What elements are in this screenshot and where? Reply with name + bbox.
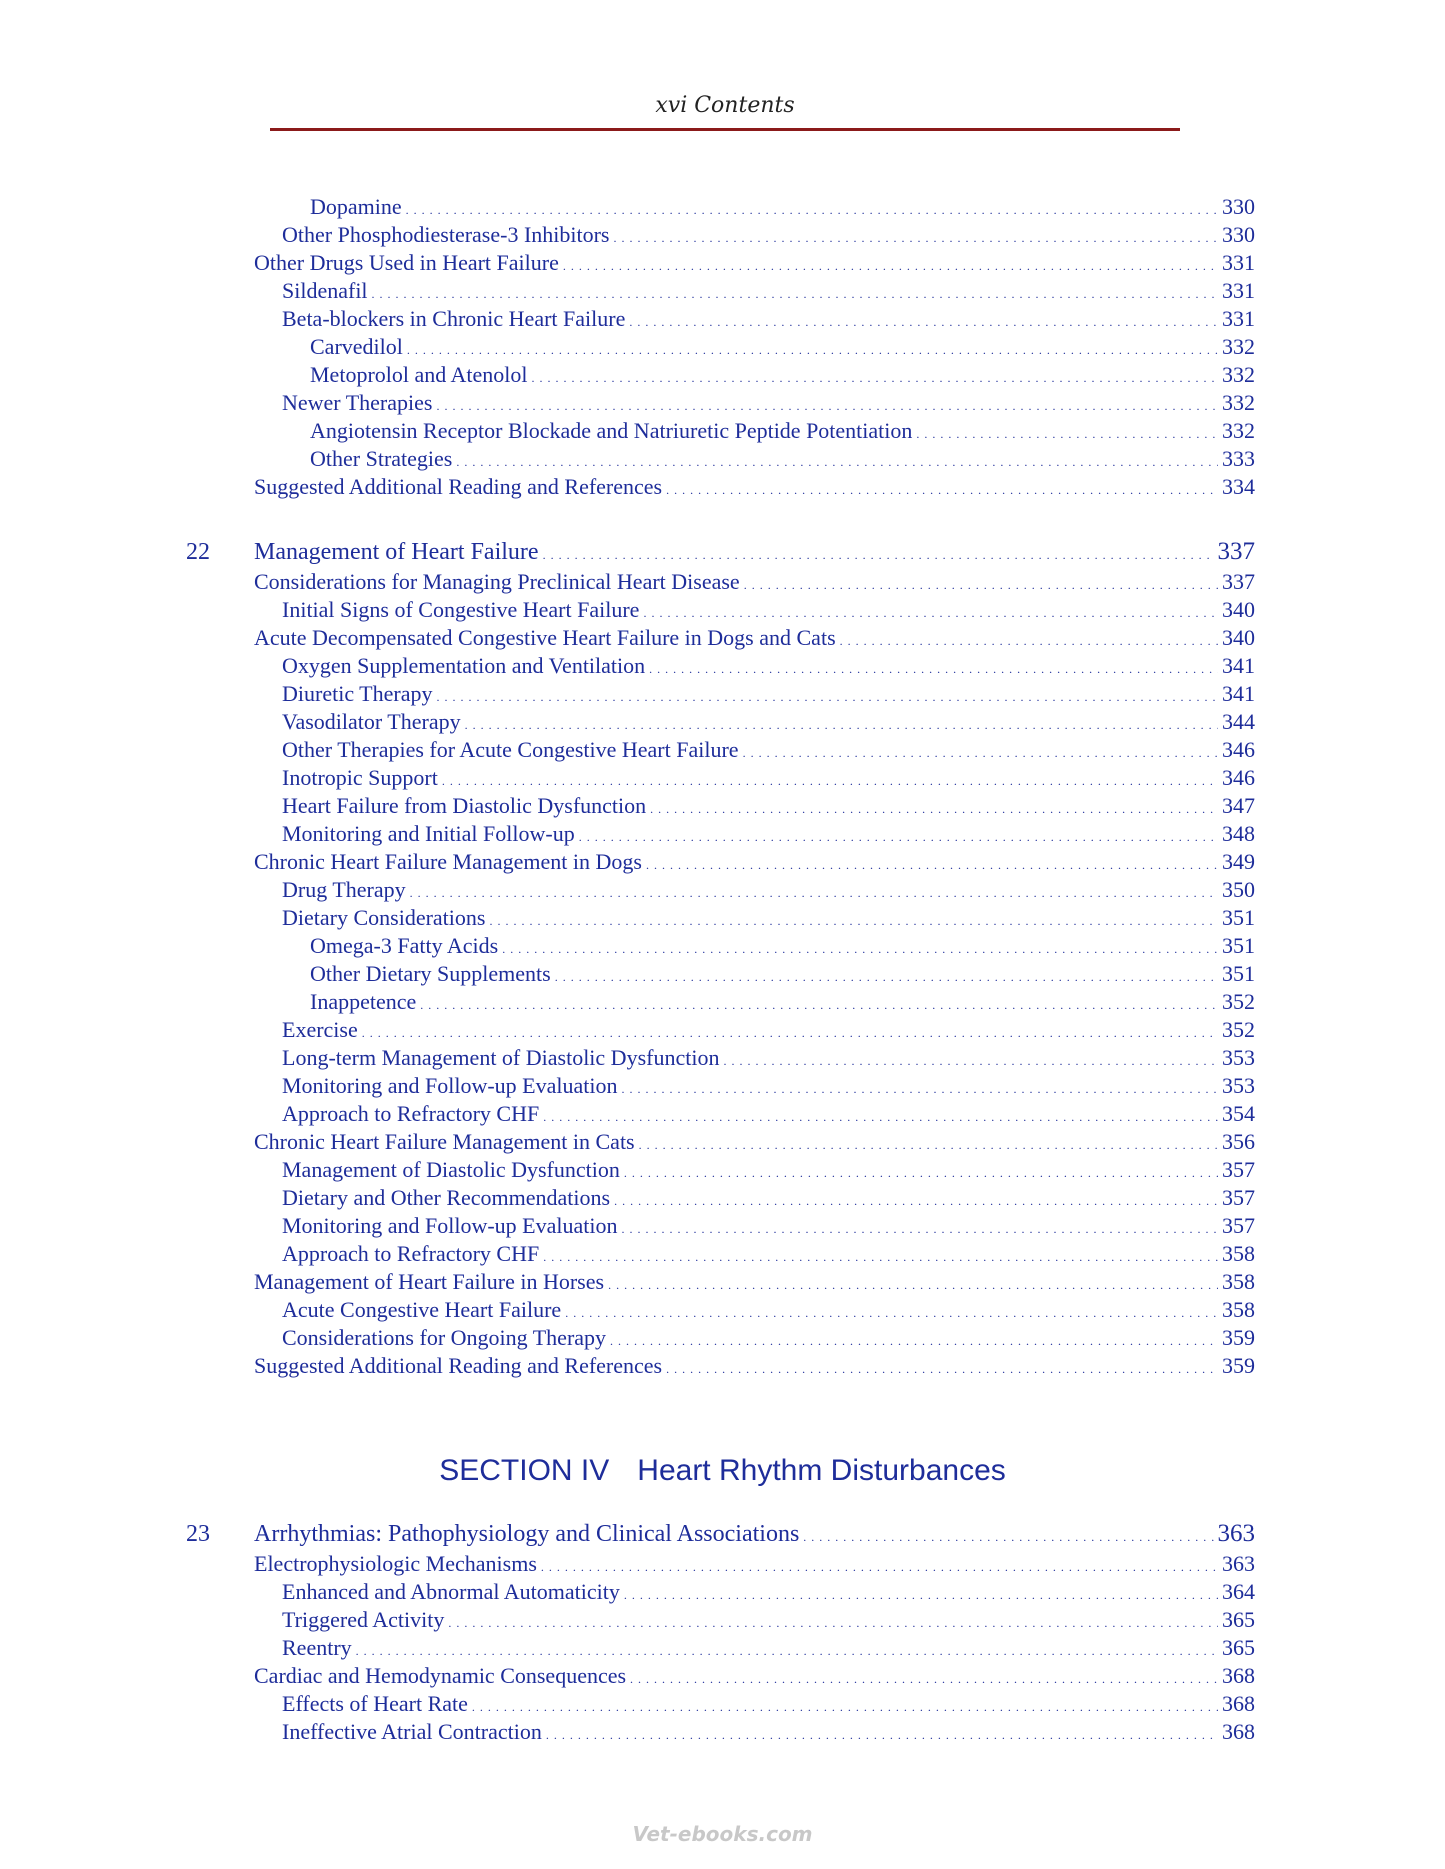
toc-entry-page: 337 [1222, 569, 1255, 594]
toc-entry[interactable] [0, 1690, 1445, 1718]
toc-entry[interactable] [0, 1268, 1445, 1296]
toc-entry-title: Inappetence [310, 989, 417, 1014]
toc-entry-title: Other Phosphodiesterase-3 Inhibitors [282, 222, 610, 247]
toc-entry-page: 357 [1222, 1213, 1255, 1238]
toc-entry-title: Carvedilol [310, 334, 403, 359]
toc-entry[interactable] [0, 568, 1445, 596]
toc-entry-title: Considerations for Managing Preclinical Heart Disease [254, 569, 740, 594]
toc-entry-title: Other Therapies for Acute Congestive Heart Failure [282, 737, 739, 762]
toc-entry[interactable] [0, 1662, 1445, 1690]
toc-entry[interactable] [0, 305, 1445, 333]
toc-entry-title: Dietary and Other Recommendations [282, 1185, 611, 1210]
toc-entry-page: 363 [1222, 1551, 1255, 1576]
toc-entry-page: 333 [1222, 446, 1255, 471]
toc-entry-page: 351 [1222, 905, 1255, 930]
toc-entry[interactable] [0, 1296, 1445, 1324]
toc-entry-title: Heart Failure from Diastolic Dysfunction [282, 793, 647, 818]
toc-entry-title: Newer Therapies [282, 390, 433, 415]
toc-entry[interactable] [0, 193, 1445, 221]
toc-entry-title: Initial Signs of Congestive Heart Failure [282, 597, 640, 622]
toc-entry[interactable] [0, 876, 1445, 904]
toc-entry-page: 353 [1222, 1073, 1255, 1098]
toc-entry[interactable] [0, 473, 1445, 501]
toc-entry-page: 356 [1222, 1129, 1255, 1154]
toc-entry-title: Sildenafil [282, 278, 368, 303]
toc-entry[interactable] [0, 333, 1445, 361]
toc-entry[interactable] [0, 1324, 1445, 1352]
toc-entry-title: Omega-3 Fatty Acids [310, 933, 499, 958]
toc-entry-page: 332 [1222, 334, 1255, 359]
running-head: xvi Contents [655, 93, 795, 118]
toc-entry-title: Cardiac and Hemodynamic Consequences [254, 1663, 627, 1688]
chapter-number: 23 [186, 1521, 210, 1547]
toc-entry[interactable] [0, 848, 1445, 876]
toc-entry[interactable] [0, 624, 1445, 652]
toc-entry-page: 358 [1222, 1241, 1255, 1266]
chapter-title: Arrhythmias: Pathophysiology and Clinical Associations [254, 1521, 800, 1547]
toc-entry-title: Ineffective Atrial Contraction [282, 1719, 542, 1744]
toc-entry-page: 351 [1222, 961, 1255, 986]
toc-entry[interactable] [0, 445, 1445, 473]
toc-entry-title: Reentry [282, 1635, 352, 1660]
toc-entry-page: 368 [1222, 1719, 1255, 1744]
toc-entry[interactable] [0, 1044, 1445, 1072]
toc-entry-page: 354 [1222, 1101, 1255, 1126]
toc-entry-title: Monitoring and Follow-up Evaluation [282, 1073, 618, 1098]
toc-entry-page: 349 [1222, 849, 1255, 874]
toc-entry[interactable] [0, 764, 1445, 792]
section-number: SECTION IV [439, 1454, 610, 1487]
toc-entry-page: 359 [1222, 1353, 1255, 1378]
toc-entry-page: 334 [1222, 474, 1255, 499]
toc-entry[interactable] [0, 960, 1445, 988]
toc-entry-title: Oxygen Supplementation and Ventilation [282, 653, 646, 678]
chapter-page: 363 [1217, 1520, 1255, 1547]
toc-entry-page: 357 [1222, 1157, 1255, 1182]
toc-entry-page: 330 [1222, 222, 1255, 247]
chapter-heading[interactable] [0, 538, 1445, 566]
toc-entry-title: Dopamine [310, 194, 402, 219]
toc-entry-title: Management of Heart Failure in Horses [254, 1269, 605, 1294]
toc-entry-title: Chronic Heart Failure Management in Dogs [254, 849, 642, 874]
toc-entry[interactable] [0, 1352, 1445, 1380]
toc-entry-title: Suggested Additional Reading and References [254, 474, 663, 499]
toc-entry-page: 331 [1222, 278, 1255, 303]
toc-entry-page: 358 [1222, 1297, 1255, 1322]
toc-entry-title: Suggested Additional Reading and References [254, 1353, 663, 1378]
toc-entry-title: Monitoring and Follow-up Evaluation [282, 1213, 618, 1238]
toc-entry[interactable] [0, 932, 1445, 960]
toc-entry-title: Vasodilator Therapy [282, 709, 461, 734]
toc-entry-page: 368 [1222, 1691, 1255, 1716]
toc-entry-page: 365 [1222, 1607, 1255, 1632]
toc-entry-page: 353 [1222, 1045, 1255, 1070]
section-title: Heart Rhythm Disturbances [637, 1454, 1006, 1487]
toc-entry-title: Acute Congestive Heart Failure [282, 1297, 562, 1322]
toc-entry[interactable] [0, 1212, 1445, 1240]
toc-entry[interactable] [0, 1072, 1445, 1100]
toc-entry[interactable] [0, 1156, 1445, 1184]
toc-entry-page: 347 [1222, 793, 1255, 818]
toc-entry[interactable] [0, 361, 1445, 389]
toc-entry-title: Other Dietary Supplements [310, 961, 551, 986]
toc-entry[interactable] [0, 680, 1445, 708]
toc-entry[interactable] [0, 249, 1445, 277]
toc-entry-title: Considerations for Ongoing Therapy [282, 1325, 607, 1350]
chapter-title: Management of Heart Failure [254, 539, 539, 565]
toc-entry-page: 331 [1222, 306, 1255, 331]
toc-entry-title: Exercise [282, 1017, 358, 1042]
toc-entry-title: Approach to Refractory CHF [282, 1101, 540, 1126]
toc-entry[interactable] [0, 652, 1445, 680]
toc-entry[interactable] [0, 277, 1445, 305]
toc-entry[interactable] [0, 820, 1445, 848]
toc-entry-page: 352 [1222, 1017, 1255, 1042]
toc-entry[interactable] [0, 904, 1445, 932]
toc-entry-title: Angiotensin Receptor Blockade and Natriuretic Peptide Potentiation [310, 418, 913, 443]
toc-entry-page: 351 [1222, 933, 1255, 958]
toc-entry[interactable] [0, 1606, 1445, 1634]
toc-entry-title: Diuretic Therapy [282, 681, 433, 706]
toc-entry-title: Chronic Heart Failure Management in Cats [254, 1129, 635, 1154]
toc-entry-title: Effects of Heart Rate [282, 1691, 468, 1716]
chapter-heading[interactable] [0, 1520, 1445, 1548]
toc-entry-page: 341 [1222, 653, 1255, 678]
toc-entry[interactable] [0, 736, 1445, 764]
toc-entry-page: 352 [1222, 989, 1255, 1014]
toc-entry[interactable] [0, 1634, 1445, 1662]
toc-entry-page: 364 [1222, 1579, 1255, 1604]
toc-entry-title: Drug Therapy [282, 877, 406, 902]
toc-entry[interactable] [0, 1184, 1445, 1212]
toc-entry-page: 332 [1222, 390, 1255, 415]
toc-entry-title: Enhanced and Abnormal Automaticity [282, 1579, 620, 1604]
toc-entry-page: 357 [1222, 1185, 1255, 1210]
toc-entry[interactable] [0, 221, 1445, 249]
toc-entry-title: Acute Decompensated Congestive Heart Failure in Dogs and Cats [254, 625, 836, 650]
toc-entry-title: Electrophysiologic Mechanisms [254, 1551, 537, 1576]
toc-entry-title: Other Drugs Used in Heart Failure [254, 250, 559, 275]
toc-entry-page: 368 [1222, 1663, 1255, 1688]
toc-entry-page: 340 [1222, 597, 1255, 622]
toc-entry-title: Triggered Activity [282, 1607, 445, 1632]
toc-entry[interactable] [0, 417, 1445, 445]
toc-entry-page: 344 [1222, 709, 1255, 734]
toc-entry[interactable] [0, 1128, 1445, 1156]
toc-entry-page: 340 [1222, 625, 1255, 650]
toc-entry[interactable] [0, 792, 1445, 820]
toc-entry[interactable] [0, 708, 1445, 736]
chapter-page: 337 [1217, 538, 1255, 565]
toc-entry-title: Long-term Management of Diastolic Dysfunction [282, 1045, 720, 1070]
toc-entry-page: 332 [1222, 418, 1255, 443]
toc-entry[interactable] [0, 988, 1445, 1016]
chapter-number: 22 [186, 539, 210, 565]
toc-entry[interactable] [0, 1240, 1445, 1268]
section-heading[interactable] [0, 1454, 1445, 1488]
toc-entry[interactable] [0, 389, 1445, 417]
toc-entry[interactable] [0, 596, 1445, 624]
toc-entry-title: Management of Diastolic Dysfunction [282, 1157, 620, 1182]
toc-entry-title: Inotropic Support [282, 765, 438, 790]
toc-entry-title: Beta-blockers in Chronic Heart Failure [282, 306, 626, 331]
toc-entry-title: Metoprolol and Atenolol [310, 362, 528, 387]
toc-entry-page: 365 [1222, 1635, 1255, 1660]
toc-entry-page: 330 [1222, 194, 1255, 219]
toc-entry-page: 358 [1222, 1269, 1255, 1294]
toc-entry-title: Approach to Refractory CHF [282, 1241, 540, 1266]
toc-entry-page: 346 [1222, 737, 1255, 762]
toc-entry-page: 346 [1222, 765, 1255, 790]
watermark: Vet-ebooks.com [632, 1822, 813, 1846]
toc-entry[interactable] [0, 1578, 1445, 1606]
toc-entry-page: 332 [1222, 362, 1255, 387]
toc-entry[interactable] [0, 1016, 1445, 1044]
toc-entry-title: Monitoring and Initial Follow-up [282, 821, 575, 846]
toc-entry-page: 348 [1222, 821, 1255, 846]
toc-entry-page: 341 [1222, 681, 1255, 706]
toc-entry-page: 350 [1222, 877, 1255, 902]
toc-entry-title: Dietary Considerations [282, 905, 486, 930]
toc-entry[interactable] [0, 1100, 1445, 1128]
toc-entry[interactable] [0, 1550, 1445, 1578]
toc-entry-title: Other Strategies [310, 446, 453, 471]
toc-entry-page: 359 [1222, 1325, 1255, 1350]
header-rule [270, 128, 1180, 131]
toc-entry[interactable] [0, 1718, 1445, 1746]
toc-entry-page: 331 [1222, 250, 1255, 275]
